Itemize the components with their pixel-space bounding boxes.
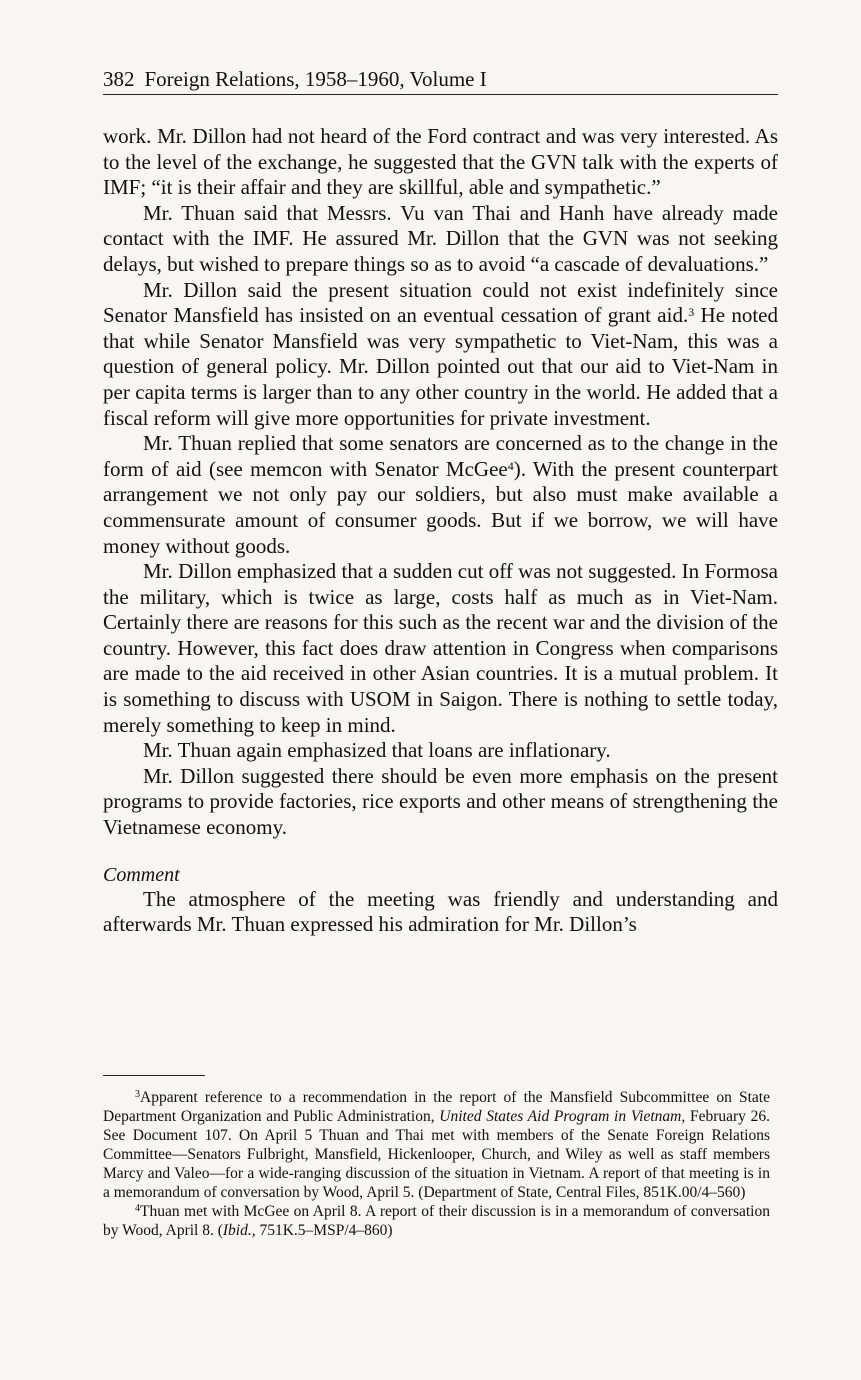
body-text [103, 124, 778, 938]
paragraph-1: work. Mr. Dillon had not heard of the Ford contract and was very interested. As to the level of the exchange, he suggested that the GVN talk with the experts of IMF; “it is their affair and they are skillful, able and sympathetic.” [103, 124, 778, 200]
footnotes [103, 1088, 770, 1240]
footnote-3 [103, 1088, 770, 1202]
footnote-4-text-a: Thuan met with McGee on April 8. A report of their discussion is in a memorandum of conversation by Wood, April 8. ( [103, 1203, 770, 1239]
paragraph-2: Mr. Thuan said that Messrs. Vu van Thai and Hanh have already made contact with the IMF. He assured Mr. Dillon that the GVN was not seeking delays, but wished to prepare things so as to avoid “a cascade of devaluations.” [103, 200, 778, 276]
running-header [103, 66, 778, 95]
footnote-4 [103, 1202, 770, 1240]
paragraph-3 [103, 278, 778, 432]
comment-paragraph: The atmosphere of the meeting was friendly and understanding and afterwards Mr. Thuan expressed his admiration for Mr. Dillon’s [103, 886, 778, 937]
footnote-4-text-b: 751K.5–MSP/4–860) [255, 1222, 393, 1239]
paragraph-6: Mr. Thuan again emphasized that loans are inflationary. [143, 738, 611, 763]
footnote-ref-3[interactable]: 3 [688, 305, 695, 320]
running-title: Foreign Relations, 1958–1960, Volume I [144, 67, 487, 91]
footnote-3-number: 3 [135, 1089, 140, 1100]
paragraph-4 [103, 431, 778, 559]
footnote-3-text-b: February 26. See Document 107. On April 5 Thuan and Thai met with members of the Senate Foreign Relations Committee—Senators Fulbright, Mansfield, Hickenlooper, Church, and Wiley as well as staff members Marcy and Valeo—for a wide-ranging discussion of the situation in Vietnam. A report of that meeting is in a memorandum of conversation by Wood, April 5. (Department of State, Central Files, 851K.00/4–560) [103, 1108, 770, 1201]
footnote-rule [103, 1075, 205, 1076]
footnote-4-number: 4 [135, 1203, 140, 1214]
paragraph-4-text-a: Mr. Thuan replied that some senators are concerned as to the change in the form of aid (see memcon with Senator McGee [103, 431, 778, 481]
footnote-4-ibid: Ibid., [222, 1222, 256, 1239]
comment-heading: Comment [103, 863, 180, 886]
paragraph-3-text-a: Mr. Dillon said the present situation could not exist indefinitely since Senator Mansfield has insisted on an eventual cessation of grant aid. [103, 277, 778, 328]
paragraph-7: Mr. Dillon suggested there should be even more emphasis on the present programs to provide factories, rice exports and other means of strengthening the Vietnamese economy. [103, 763, 778, 840]
paragraph-5: Mr. Dillon emphasized that a sudden cut off was not suggested. In Formosa the military, which is twice as large, costs half as much as in Viet-Nam. Certainly there are reasons for this such as the recent war and the division of the country. However, this fact does draw attention in Congress when comparisons are made to the aid received in other Asian countries. It is a mutual problem. It is something to discuss with USOM in Saigon. There is nothing to settle today, merely something to keep in mind. [103, 559, 778, 737]
paragraph-3-text-b: He noted that while Senator Mansfield was very sympathetic to Viet-Nam, this was a question of general policy. Mr. Dillon pointed out that our aid to Viet-Nam in per capita terms is larger than to any other country in the world. He added that a fiscal reform will give more opportunities for private investment. [103, 303, 778, 430]
paragraph-4-text-b: ). With the present counterpart arrangement we not only pay our soldiers, but also must make available a commensurate amount of consumer goods. But if we borrow, we will have money without goods. [103, 456, 778, 558]
page-number: 382 [103, 67, 135, 91]
footnote-ref-4[interactable]: 4 [507, 458, 514, 473]
footnote-3-title: United States Aid Program in Vietnam, [439, 1108, 686, 1125]
document-page [103, 66, 778, 938]
footnote-3-text-a: Apparent reference to a recommendation in the report of the Mansfield Subcommittee on State Department Organization and Public Administration, [103, 1089, 770, 1125]
